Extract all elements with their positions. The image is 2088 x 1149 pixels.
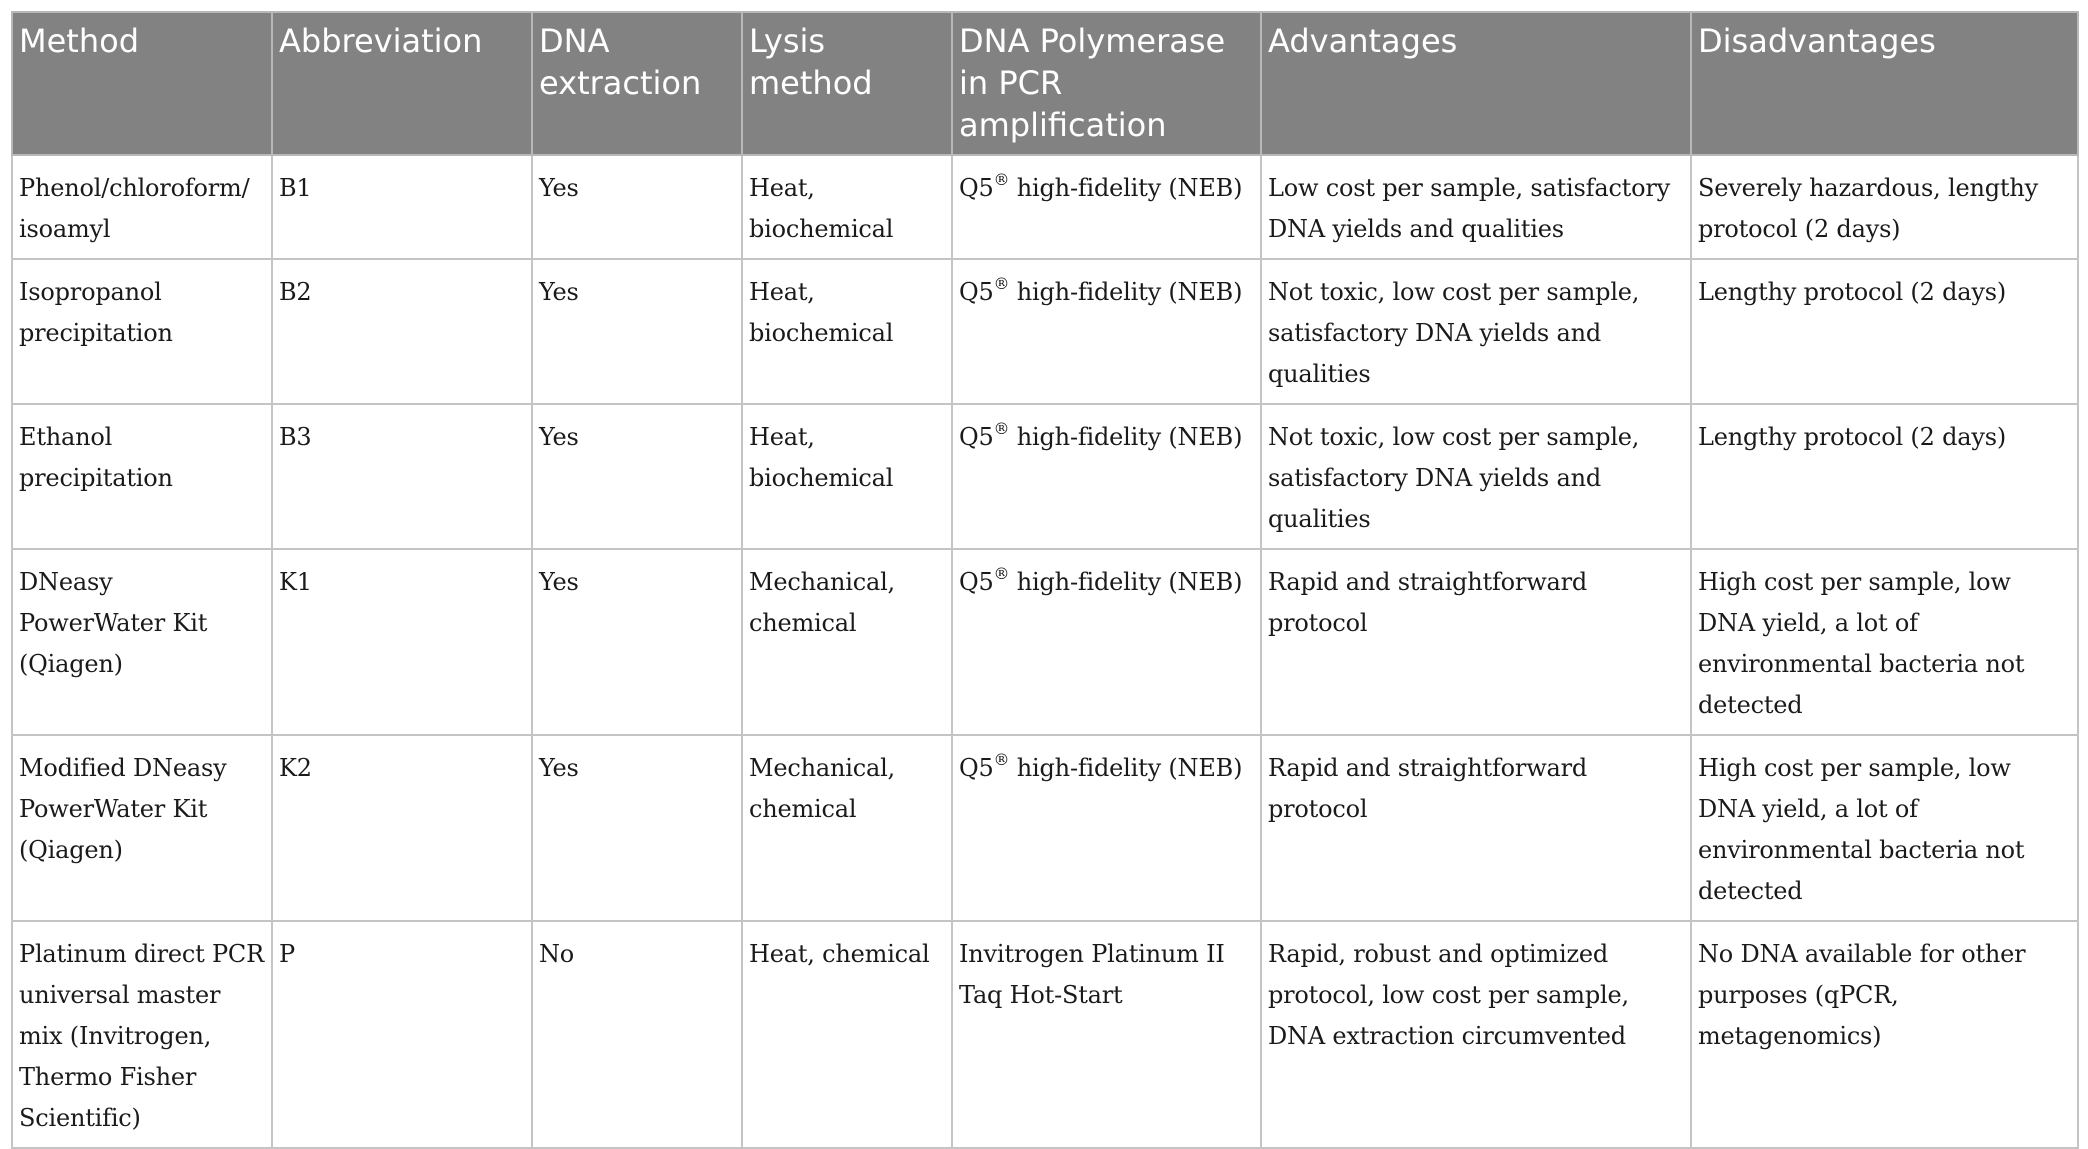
cell-method: DNeasy PowerWater Kit (Qiagen)	[12, 549, 272, 735]
table-row	[12, 549, 2078, 735]
header-dna-polymerase: DNA Polymerase in PCR amplification	[952, 12, 1261, 155]
table-row	[12, 404, 2078, 549]
cell-advantages: Not toxic, low cost per sample, satisfactory DNA yields and qualities	[1261, 404, 1691, 549]
polymerase-name: Invitrogen Platinum II Taq Hot-Start	[959, 940, 1225, 1009]
registered-mark: ®	[993, 274, 1010, 293]
cell-lysis-method: Heat, biochemical	[742, 259, 952, 404]
cell-polymerase	[952, 735, 1261, 921]
cell-abbreviation: P	[272, 921, 532, 1148]
polymerase-detail: high-fidelity (NEB)	[1009, 754, 1243, 782]
cell-disadvantages: Lengthy protocol (2 days)	[1691, 259, 2078, 404]
table-body	[12, 155, 2078, 1148]
cell-polymerase	[952, 259, 1261, 404]
cell-disadvantages: Severely hazardous, lengthy protocol (2 days)	[1691, 155, 2078, 259]
cell-lysis-method: Heat, chemical	[742, 921, 952, 1148]
cell-lysis-method: Heat, biochemical	[742, 155, 952, 259]
cell-abbreviation: B2	[272, 259, 532, 404]
cell-method: Phenol/chloroform/ isoamyl	[12, 155, 272, 259]
cell-disadvantages: No DNA available for other purposes (qPCR, metagenomics)	[1691, 921, 2078, 1148]
header-abbreviation: Abbreviation	[272, 12, 532, 155]
cell-advantages: Low cost per sample, satisfactory DNA yields and qualities	[1261, 155, 1691, 259]
header-advantages: Advantages	[1261, 12, 1691, 155]
polymerase-name: Q5	[959, 568, 994, 596]
cell-dna-extraction: Yes	[532, 549, 742, 735]
cell-abbreviation: K2	[272, 735, 532, 921]
table-row	[12, 155, 2078, 259]
header-dna-extraction: DNA extraction	[532, 12, 742, 155]
header-method: Method	[12, 12, 272, 155]
cell-disadvantages: High cost per sample, low DNA yield, a lot of environmental bacteria not detected	[1691, 735, 2078, 921]
cell-dna-extraction: Yes	[532, 155, 742, 259]
registered-mark: ®	[993, 564, 1010, 583]
registered-mark: ®	[993, 170, 1010, 189]
cell-lysis-method: Mechanical, chemical	[742, 549, 952, 735]
cell-advantages: Rapid and straightforward protocol	[1261, 549, 1691, 735]
cell-lysis-method: Mechanical, chemical	[742, 735, 952, 921]
polymerase-detail: high-fidelity (NEB)	[1009, 174, 1243, 202]
header-lysis-method: Lysis method	[742, 12, 952, 155]
polymerase-name: Q5	[959, 278, 994, 306]
header-row	[12, 12, 2078, 155]
cell-dna-extraction: No	[532, 921, 742, 1148]
cell-method: Platinum direct PCR universal master mix (Invitrogen, Thermo Fisher Scientific)	[12, 921, 272, 1148]
cell-polymerase	[952, 155, 1261, 259]
methods-comparison-table-wrapper	[11, 11, 2077, 1149]
cell-dna-extraction: Yes	[532, 259, 742, 404]
cell-advantages: Not toxic, low cost per sample, satisfactory DNA yields and qualities	[1261, 259, 1691, 404]
polymerase-detail: high-fidelity (NEB)	[1009, 278, 1243, 306]
cell-polymerase	[952, 549, 1261, 735]
cell-lysis-method: Heat, biochemical	[742, 404, 952, 549]
table-row	[12, 735, 2078, 921]
cell-dna-extraction: Yes	[532, 404, 742, 549]
polymerase-detail: high-fidelity (NEB)	[1009, 423, 1243, 451]
registered-mark: ®	[993, 419, 1010, 438]
cell-disadvantages: Lengthy protocol (2 days)	[1691, 404, 2078, 549]
table-row	[12, 921, 2078, 1148]
polymerase-name: Q5	[959, 754, 994, 782]
cell-dna-extraction: Yes	[532, 735, 742, 921]
polymerase-name: Q5	[959, 174, 994, 202]
cell-advantages: Rapid and straightforward protocol	[1261, 735, 1691, 921]
cell-abbreviation: B3	[272, 404, 532, 549]
cell-method: Modified DNeasy PowerWater Kit (Qiagen)	[12, 735, 272, 921]
cell-method: Isopropanol precipitation	[12, 259, 272, 404]
table-row	[12, 259, 2078, 404]
cell-polymerase	[952, 921, 1261, 1148]
cell-abbreviation: K1	[272, 549, 532, 735]
cell-polymerase	[952, 404, 1261, 549]
polymerase-detail: high-fidelity (NEB)	[1009, 568, 1243, 596]
table-header	[12, 12, 2078, 155]
cell-advantages: Rapid, robust and optimized protocol, low cost per sample, DNA extraction circumvented	[1261, 921, 1691, 1148]
registered-mark: ®	[993, 750, 1010, 769]
polymerase-name: Q5	[959, 423, 994, 451]
cell-abbreviation: B1	[272, 155, 532, 259]
cell-disadvantages: High cost per sample, low DNA yield, a lot of environmental bacteria not detected	[1691, 549, 2078, 735]
methods-comparison-table	[11, 11, 2079, 1149]
cell-method: Ethanol precipitation	[12, 404, 272, 549]
header-disadvantages: Disadvantages	[1691, 12, 2078, 155]
